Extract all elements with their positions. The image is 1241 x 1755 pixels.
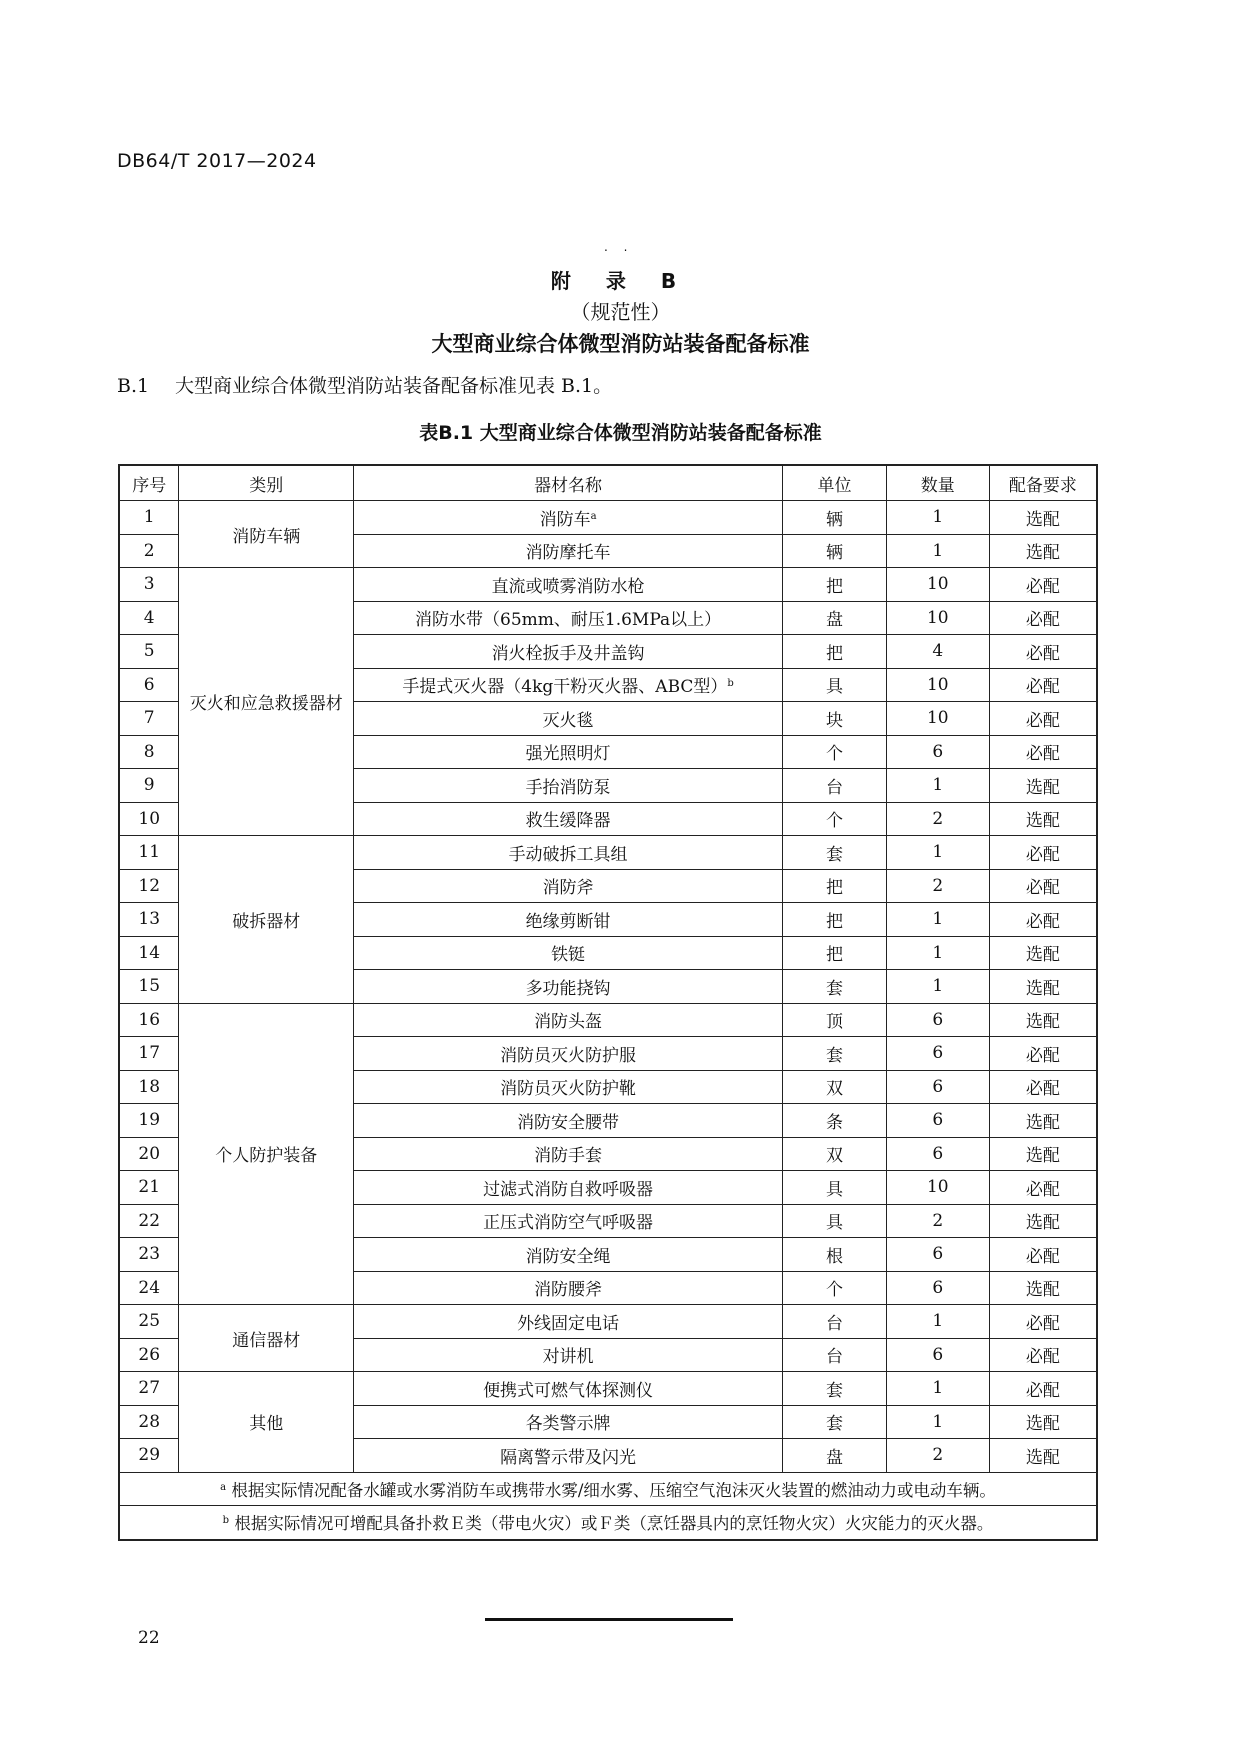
item-name: 消防摩托车 xyxy=(525,543,611,564)
table-row xyxy=(119,1003,1097,1037)
header-no: 序号 xyxy=(119,465,179,501)
footnote xyxy=(119,1472,1097,1506)
cell-qty: 6 xyxy=(886,735,989,769)
cell-no: 3 xyxy=(119,568,179,602)
cell-name xyxy=(354,735,783,769)
item-name: 手动破拆工具组 xyxy=(508,844,628,865)
cell-no: 15 xyxy=(119,970,179,1004)
cell-no: 18 xyxy=(119,1070,179,1104)
cell-name xyxy=(354,702,783,736)
item-name: 手抬消防泵 xyxy=(525,777,611,798)
cell-name xyxy=(354,1372,783,1406)
footnote-mark: a xyxy=(590,510,597,522)
cell-name xyxy=(354,970,783,1004)
item-name: 外线固定电话 xyxy=(517,1313,620,1334)
cell-req: 选配 xyxy=(989,936,1097,970)
item-name: 消火栓扳手及井盖钩 xyxy=(491,643,645,664)
cell-qty: 10 xyxy=(886,601,989,635)
cell-no: 14 xyxy=(119,936,179,970)
footer-rule xyxy=(485,1618,733,1621)
cell-req: 必配 xyxy=(989,601,1097,635)
cell-unit: 盘 xyxy=(783,601,887,635)
cell-name xyxy=(354,769,783,803)
cell-qty: 6 xyxy=(886,1271,989,1305)
cell-unit: 个 xyxy=(783,802,887,836)
cell-no: 16 xyxy=(119,1003,179,1037)
cell-unit: 套 xyxy=(783,1372,887,1406)
item-name: 消防安全腰带 xyxy=(517,1112,620,1133)
table-row xyxy=(119,1305,1097,1339)
cell-no: 20 xyxy=(119,1137,179,1171)
cell-unit: 辆 xyxy=(783,534,887,568)
cell-unit: 把 xyxy=(783,869,887,903)
item-name: 各类警示牌 xyxy=(525,1414,611,1435)
cell-unit: 具 xyxy=(783,1204,887,1238)
cell-no: 8 xyxy=(119,735,179,769)
cell-name xyxy=(354,1104,783,1138)
cell-no: 6 xyxy=(119,668,179,702)
cell-req: 选配 xyxy=(989,534,1097,568)
cell-req: 必配 xyxy=(989,702,1097,736)
item-name: 绝缘剪断钳 xyxy=(525,911,611,932)
footnote-row xyxy=(119,1472,1097,1506)
cell-qty: 1 xyxy=(886,970,989,1004)
cell-qty: 4 xyxy=(886,635,989,669)
item-name: 灭火毯 xyxy=(542,710,594,731)
cell-unit: 台 xyxy=(783,769,887,803)
appendix-label: 附 录 B xyxy=(550,269,691,293)
cell-qty: 1 xyxy=(886,534,989,568)
decorative-dots: . . xyxy=(604,240,634,254)
cell-name xyxy=(354,1171,783,1205)
table-header-row xyxy=(119,465,1097,501)
cell-req: 必配 xyxy=(989,1171,1097,1205)
cell-qty: 2 xyxy=(886,802,989,836)
cell-name xyxy=(354,1439,783,1473)
clause-b1 xyxy=(117,371,612,398)
cell-req: 选配 xyxy=(989,970,1097,1004)
item-name: 消防腰斧 xyxy=(534,1280,603,1301)
cell-name xyxy=(354,1204,783,1238)
cell-no: 10 xyxy=(119,802,179,836)
cell-name xyxy=(354,568,783,602)
cell-req: 必配 xyxy=(989,1338,1097,1372)
cell-no: 21 xyxy=(119,1171,179,1205)
cell-qty: 10 xyxy=(886,568,989,602)
cell-name xyxy=(354,601,783,635)
cell-req: 选配 xyxy=(989,1104,1097,1138)
cell-name xyxy=(354,836,783,870)
cell-qty: 6 xyxy=(886,1104,989,1138)
cell-qty: 6 xyxy=(886,1238,989,1272)
header-qty: 数量 xyxy=(886,465,989,501)
clause-text: 大型商业综合体微型消防站装备配备标准见表 B.1。 xyxy=(175,375,613,397)
cell-name xyxy=(354,1338,783,1372)
cell-unit: 套 xyxy=(783,1405,887,1439)
cell-no: 7 xyxy=(119,702,179,736)
cell-req: 必配 xyxy=(989,1305,1097,1339)
table-row xyxy=(119,1372,1097,1406)
cell-qty: 10 xyxy=(886,702,989,736)
cell-name xyxy=(354,668,783,702)
table-row xyxy=(119,568,1097,602)
cell-name xyxy=(354,903,783,937)
item-name: 消防员灭火防护服 xyxy=(500,1045,637,1066)
cell-category: 个人防护装备 xyxy=(179,1003,354,1305)
cell-unit: 把 xyxy=(783,635,887,669)
cell-qty: 1 xyxy=(886,1305,989,1339)
cell-no: 5 xyxy=(119,635,179,669)
cell-name xyxy=(354,1037,783,1071)
cell-no: 9 xyxy=(119,769,179,803)
cell-unit: 辆 xyxy=(783,501,887,535)
footnote-mark: b xyxy=(222,1515,230,1527)
cell-unit: 套 xyxy=(783,970,887,1004)
cell-qty: 1 xyxy=(886,1405,989,1439)
cell-req: 必配 xyxy=(989,1037,1097,1071)
cell-req: 必配 xyxy=(989,903,1097,937)
cell-unit: 顶 xyxy=(783,1003,887,1037)
table-body xyxy=(119,501,1097,1540)
cell-name xyxy=(354,635,783,669)
cell-no: 19 xyxy=(119,1104,179,1138)
cell-unit: 根 xyxy=(783,1238,887,1272)
cell-qty: 6 xyxy=(886,1003,989,1037)
cell-req: 选配 xyxy=(989,501,1097,535)
cell-req: 选配 xyxy=(989,1204,1097,1238)
item-name: 铁铤 xyxy=(551,945,586,966)
item-name: 消防安全绳 xyxy=(525,1246,611,1267)
table-row xyxy=(119,501,1097,535)
item-name: 消防手套 xyxy=(534,1146,603,1167)
cell-qty: 10 xyxy=(886,668,989,702)
cell-req: 必配 xyxy=(989,1372,1097,1406)
item-name: 对讲机 xyxy=(542,1347,594,1368)
cell-name xyxy=(354,501,783,535)
cell-unit: 台 xyxy=(783,1338,887,1372)
item-name: 消防头盔 xyxy=(534,1012,603,1033)
item-name: 多功能挠钩 xyxy=(525,978,611,999)
cell-no: 24 xyxy=(119,1271,179,1305)
appendix-title: 大型商业综合体微型消防站装备配备标准 xyxy=(431,332,810,356)
header-name: 器材名称 xyxy=(354,465,783,501)
cell-name xyxy=(354,1405,783,1439)
document-code: DB64/T 2017—2024 xyxy=(117,150,317,172)
cell-unit: 把 xyxy=(783,568,887,602)
cell-no: 28 xyxy=(119,1405,179,1439)
cell-qty: 6 xyxy=(886,1037,989,1071)
cell-qty: 1 xyxy=(886,501,989,535)
cell-no: 26 xyxy=(119,1338,179,1372)
cell-category: 灭火和应急救援器材 xyxy=(179,568,354,836)
cell-no: 2 xyxy=(119,534,179,568)
cell-unit: 套 xyxy=(783,1037,887,1071)
cell-qty: 1 xyxy=(886,1372,989,1406)
item-name: 消防员灭火防护靴 xyxy=(500,1079,637,1100)
cell-no: 23 xyxy=(119,1238,179,1272)
item-name: 消防车 xyxy=(539,509,591,530)
cell-no: 11 xyxy=(119,836,179,870)
cell-unit: 个 xyxy=(783,1271,887,1305)
cell-qty: 1 xyxy=(886,936,989,970)
cell-name xyxy=(354,936,783,970)
cell-name xyxy=(354,1238,783,1272)
cell-qty: 2 xyxy=(886,1439,989,1473)
footnote-text: 根据实际情况配备水罐或水雾消防车或携带水雾/细水雾、压缩空气泡沫灭火装置的燃油动力或电动车辆。 xyxy=(231,1480,996,1500)
cell-no: 17 xyxy=(119,1037,179,1071)
header-unit: 单位 xyxy=(783,465,887,501)
footnote-row xyxy=(119,1506,1097,1540)
cell-unit: 块 xyxy=(783,702,887,736)
cell-no: 1 xyxy=(119,501,179,535)
cell-name xyxy=(354,802,783,836)
header-category: 类别 xyxy=(179,465,354,501)
item-name: 正压式消防空气呼吸器 xyxy=(483,1213,654,1234)
item-name: 直流或喷雾消防水枪 xyxy=(491,576,645,597)
cell-req: 必配 xyxy=(989,735,1097,769)
cell-req: 必配 xyxy=(989,836,1097,870)
cell-req: 选配 xyxy=(989,802,1097,836)
item-name: 强光照明灯 xyxy=(525,744,611,765)
cell-no: 27 xyxy=(119,1372,179,1406)
cell-no: 12 xyxy=(119,869,179,903)
item-name: 过滤式消防自救呼吸器 xyxy=(483,1179,654,1200)
cell-qty: 1 xyxy=(886,836,989,870)
cell-unit: 把 xyxy=(783,903,887,937)
cell-qty: 1 xyxy=(886,769,989,803)
cell-unit: 盘 xyxy=(783,1439,887,1473)
cell-no: 25 xyxy=(119,1305,179,1339)
cell-unit: 条 xyxy=(783,1104,887,1138)
footnote-mark: b xyxy=(727,678,734,690)
cell-req: 必配 xyxy=(989,668,1097,702)
cell-req: 必配 xyxy=(989,1070,1097,1104)
cell-name xyxy=(354,1070,783,1104)
header-req: 配备要求 xyxy=(989,465,1097,501)
cell-name xyxy=(354,1271,783,1305)
cell-category: 破拆器材 xyxy=(179,836,354,1004)
cell-req: 选配 xyxy=(989,1003,1097,1037)
cell-qty: 6 xyxy=(886,1338,989,1372)
cell-name xyxy=(354,1003,783,1037)
table-row xyxy=(119,836,1097,870)
cell-unit: 把 xyxy=(783,936,887,970)
cell-category: 通信器材 xyxy=(179,1305,354,1372)
clause-number: B.1 xyxy=(117,375,150,397)
cell-qty: 6 xyxy=(886,1070,989,1104)
cell-unit: 套 xyxy=(783,836,887,870)
item-name: 救生缓降器 xyxy=(525,811,611,832)
cell-req: 必配 xyxy=(989,568,1097,602)
cell-qty: 10 xyxy=(886,1171,989,1205)
cell-req: 选配 xyxy=(989,1137,1097,1171)
cell-unit: 双 xyxy=(783,1137,887,1171)
item-name: 隔离警示带及闪光 xyxy=(500,1447,637,1468)
cell-unit: 台 xyxy=(783,1305,887,1339)
page-number: 22 xyxy=(138,1628,160,1648)
item-name: 消防水带（65mm、耐压1.6MPa以上） xyxy=(415,610,722,631)
cell-name xyxy=(354,869,783,903)
cell-req: 选配 xyxy=(989,1405,1097,1439)
appendix-type: （规范性） xyxy=(570,300,671,324)
cell-req: 必配 xyxy=(989,869,1097,903)
cell-unit: 个 xyxy=(783,735,887,769)
cell-unit: 双 xyxy=(783,1070,887,1104)
cell-req: 选配 xyxy=(989,1271,1097,1305)
item-name: 消防斧 xyxy=(542,878,594,899)
item-name: 手提式灭火器（4kg干粉灭火器、ABC型） xyxy=(402,677,728,698)
cell-name xyxy=(354,1137,783,1171)
cell-no: 22 xyxy=(119,1204,179,1238)
equipment-table xyxy=(118,464,1098,1541)
cell-req: 选配 xyxy=(989,1439,1097,1473)
cell-req: 必配 xyxy=(989,635,1097,669)
footnote-mark: a xyxy=(220,1481,227,1493)
item-name: 便携式可燃气体探测仪 xyxy=(483,1380,654,1401)
cell-category: 其他 xyxy=(179,1372,354,1473)
cell-no: 29 xyxy=(119,1439,179,1473)
cell-qty: 2 xyxy=(886,869,989,903)
cell-name xyxy=(354,534,783,568)
cell-req: 必配 xyxy=(989,1238,1097,1272)
cell-req: 选配 xyxy=(989,769,1097,803)
cell-qty: 6 xyxy=(886,1137,989,1171)
cell-unit: 具 xyxy=(783,1171,887,1205)
cell-no: 4 xyxy=(119,601,179,635)
footnote xyxy=(119,1506,1097,1540)
cell-no: 13 xyxy=(119,903,179,937)
cell-qty: 1 xyxy=(886,903,989,937)
footnote-text: 根据实际情况可增配具备扑救Ｅ类（带电火灾）或Ｆ类（烹饪器具内的烹饪物火灾）火灾能力的灭火器。 xyxy=(234,1514,994,1534)
cell-qty: 2 xyxy=(886,1204,989,1238)
cell-unit: 具 xyxy=(783,668,887,702)
cell-name xyxy=(354,1305,783,1339)
table-title: 表B.1 大型商业综合体微型消防站装备配备标准 xyxy=(419,422,822,444)
cell-category: 消防车辆 xyxy=(179,501,354,568)
